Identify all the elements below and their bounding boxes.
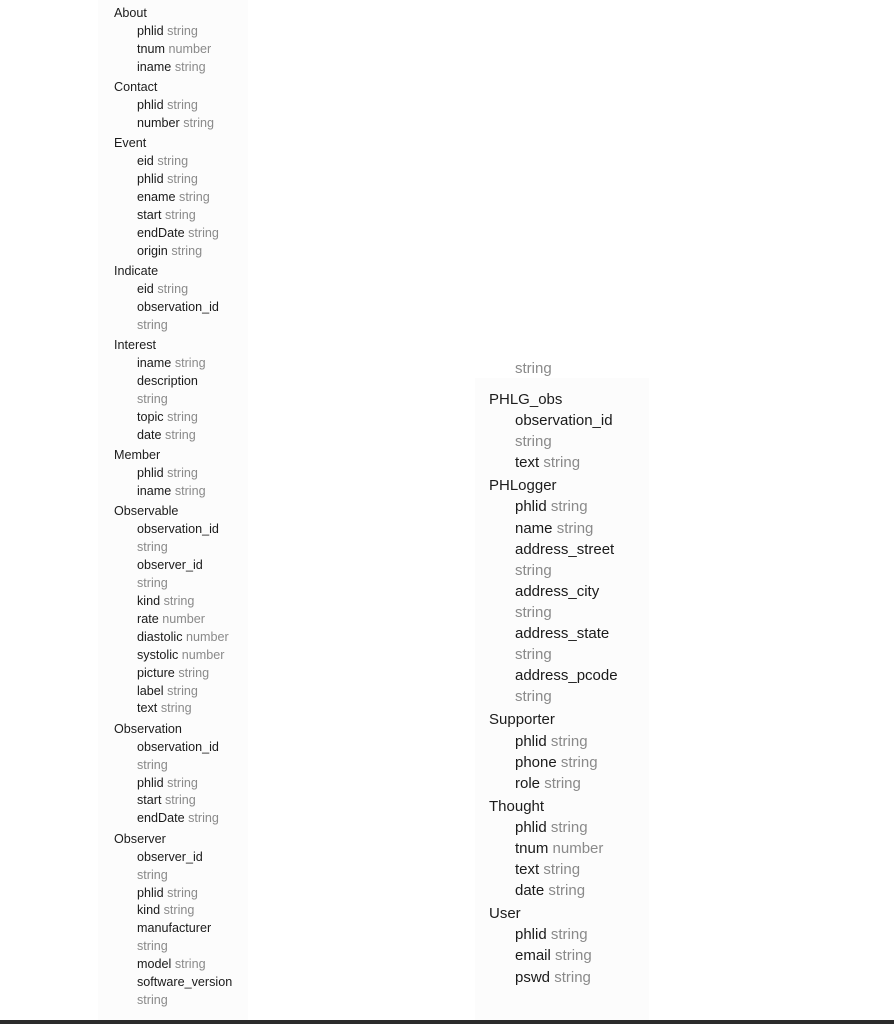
field-item	[515, 752, 618, 773]
field-type: string	[543, 861, 581, 879]
field-name: software_version	[137, 975, 233, 990]
field-type: string	[515, 646, 552, 664]
field-item	[137, 465, 232, 483]
entity-name: Event	[114, 136, 147, 151]
field-type: number	[168, 41, 212, 56]
field-item	[137, 373, 232, 409]
field-item	[137, 775, 232, 793]
field-type: string	[165, 427, 196, 442]
field-item	[515, 623, 618, 665]
field-item	[515, 838, 618, 859]
field-name: start	[137, 207, 162, 222]
field-item	[137, 153, 232, 171]
field-type: string	[157, 154, 189, 169]
field-name: description	[137, 374, 198, 389]
field-name: phlid	[137, 23, 164, 38]
entity-name: Observable	[114, 504, 179, 519]
bottom-border	[0, 1020, 894, 1024]
entity-name: Observation	[114, 721, 182, 736]
entity-name: Indicate	[114, 264, 159, 279]
entity-observer	[114, 831, 232, 1010]
field-list	[114, 153, 232, 260]
field-item	[515, 945, 618, 966]
field-name: text	[515, 861, 540, 879]
field-item	[137, 23, 232, 41]
field-type: string	[165, 207, 196, 222]
field-item	[137, 739, 232, 775]
field-name: eid	[137, 282, 154, 297]
field-item	[137, 355, 232, 373]
entity-name: Interest	[114, 338, 156, 353]
field-item	[137, 557, 232, 593]
field-list	[114, 281, 232, 335]
field-type: string	[515, 433, 552, 451]
left-entity-list	[114, 5, 232, 1012]
field-name: email	[515, 947, 551, 965]
field-item	[137, 902, 232, 920]
field-type: string	[137, 939, 168, 954]
field-name: picture	[137, 665, 175, 680]
field-item	[137, 189, 232, 207]
field-name: observation_id	[137, 739, 219, 754]
field-type: string	[167, 23, 198, 38]
field-item	[515, 665, 618, 707]
field-list	[489, 496, 618, 707]
field-name: endDate	[137, 811, 185, 826]
field-item	[137, 683, 232, 701]
field-name: endDate	[137, 225, 185, 240]
field-item	[515, 731, 618, 752]
field-type: string	[167, 683, 198, 698]
field-type: string	[167, 885, 198, 900]
field-list	[489, 924, 618, 987]
entity-interest	[114, 337, 232, 444]
field-name: phlid	[137, 466, 164, 481]
field-item	[137, 409, 232, 427]
entity-name: PHLG_obs	[489, 391, 563, 408]
field-type: string	[160, 701, 192, 716]
field-name: systolic	[137, 647, 179, 662]
clipped-field-type	[515, 360, 563, 380]
field-type: string	[560, 753, 598, 771]
field-type: string	[137, 540, 168, 555]
field-item	[515, 924, 618, 945]
field-name: iname	[137, 59, 172, 74]
field-item	[137, 97, 232, 115]
field-name: text	[137, 701, 158, 716]
field-name: phlid	[137, 172, 164, 187]
entity-user	[489, 903, 618, 987]
field-item	[137, 593, 232, 611]
entity-about	[114, 5, 232, 77]
entity-contact	[114, 79, 232, 133]
field-item	[515, 773, 618, 794]
field-list	[114, 355, 232, 445]
field-name: label	[137, 683, 164, 698]
field-list	[114, 23, 232, 77]
field-name: kind	[137, 903, 161, 918]
clipped-field-type-text: string	[515, 360, 552, 377]
field-item	[515, 581, 618, 623]
field-list	[114, 739, 232, 829]
field-item	[137, 225, 232, 243]
field-name: eid	[137, 154, 154, 169]
field-type: string	[550, 732, 588, 750]
field-type: string	[137, 317, 168, 332]
field-name: address_street	[515, 540, 615, 558]
field-type: string	[174, 356, 206, 371]
field-item	[137, 243, 232, 261]
field-type: string	[188, 225, 219, 240]
field-name: model	[137, 957, 172, 972]
field-name: address_pcode	[515, 667, 618, 685]
entity-phlogger	[489, 475, 618, 707]
field-type: string	[137, 392, 168, 407]
entity-member	[114, 447, 232, 501]
field-name: phlid	[137, 775, 164, 790]
field-type: string	[515, 688, 552, 706]
field-type: string	[171, 243, 203, 258]
field-type: string	[543, 454, 581, 472]
field-type: string	[548, 882, 586, 900]
field-name: rate	[137, 611, 159, 626]
entity-supporter	[489, 709, 618, 793]
field-item	[137, 299, 232, 335]
field-item	[137, 810, 232, 828]
field-name: phone	[515, 753, 557, 771]
field-name: observer_id	[137, 849, 203, 864]
field-type: string	[179, 190, 210, 205]
field-name: observer_id	[137, 558, 203, 573]
field-type: string	[167, 98, 198, 113]
field-name: topic	[137, 409, 164, 424]
field-name: iname	[137, 484, 172, 499]
field-item	[515, 880, 618, 901]
field-item	[137, 41, 232, 59]
field-type: string	[550, 926, 588, 944]
field-item	[137, 207, 232, 225]
field-type: string	[550, 818, 588, 836]
entity-name: Observer	[114, 831, 166, 846]
entity-event	[114, 135, 232, 260]
field-list	[114, 465, 232, 501]
field-name: manufacturer	[137, 921, 212, 936]
entity-name: Member	[114, 448, 161, 463]
field-item	[137, 115, 232, 133]
field-list	[489, 410, 618, 473]
entity-name: PHLogger	[489, 477, 557, 495]
field-type: string	[188, 811, 219, 826]
field-item	[137, 974, 232, 1010]
field-type: string	[178, 665, 210, 680]
field-list	[489, 817, 618, 901]
field-name: observation_id	[137, 300, 219, 314]
field-item	[137, 521, 232, 557]
field-type: string	[515, 561, 552, 579]
field-type: string	[556, 519, 594, 537]
field-name: address_state	[515, 625, 610, 643]
field-item	[515, 967, 618, 988]
field-name: role	[515, 774, 541, 792]
field-item	[137, 885, 232, 903]
field-type: string	[157, 282, 189, 297]
field-name: diastolic	[137, 629, 183, 644]
field-name: date	[515, 882, 545, 900]
field-name: origin	[137, 243, 168, 258]
field-item	[515, 539, 618, 581]
field-type: string	[174, 957, 206, 972]
right-entity-list	[489, 389, 618, 990]
field-type: string	[167, 409, 198, 424]
field-type: string	[183, 115, 214, 130]
field-name: start	[137, 793, 162, 808]
field-name: number	[137, 115, 180, 130]
field-list	[114, 521, 232, 718]
field-name: pswd	[515, 968, 551, 986]
field-type: number	[181, 647, 225, 662]
field-name: ename	[137, 190, 176, 205]
field-type: string	[544, 774, 581, 792]
field-item	[137, 171, 232, 189]
field-item	[515, 496, 618, 517]
field-item	[515, 452, 618, 473]
field-item	[137, 611, 232, 629]
entity-observable	[114, 503, 232, 718]
field-name: date	[137, 427, 162, 442]
field-name: phlid	[137, 885, 164, 900]
field-type: string	[137, 757, 168, 772]
field-item	[515, 410, 618, 452]
field-item	[515, 859, 618, 880]
field-name: phlid	[137, 98, 164, 113]
field-type: string	[554, 968, 591, 986]
field-type: string	[167, 466, 198, 481]
field-name: observation_id	[515, 412, 613, 430]
field-item	[137, 483, 232, 501]
field-type: string	[163, 594, 195, 608]
field-name: kind	[137, 594, 161, 608]
entity-name: Thought	[489, 797, 545, 815]
field-name: phlid	[515, 926, 547, 944]
field-type: number	[162, 611, 205, 626]
field-item	[137, 700, 232, 718]
field-type: string	[137, 867, 168, 882]
field-name: phlid	[515, 732, 547, 750]
entity-indicate	[114, 263, 232, 335]
field-type: number	[186, 629, 229, 644]
field-item	[137, 629, 232, 647]
field-item	[137, 849, 232, 885]
field-type: string	[174, 59, 206, 74]
field-item	[515, 817, 618, 838]
entity-phlg-obs	[489, 389, 618, 473]
entity-observation	[114, 721, 232, 828]
field-name: tnum	[137, 41, 165, 56]
entity-name: Contact	[114, 80, 158, 95]
field-type: string	[174, 484, 206, 499]
field-name: text	[515, 454, 540, 472]
field-item	[515, 518, 618, 539]
field-item	[137, 647, 232, 665]
field-type: string	[137, 576, 168, 591]
field-type: string	[137, 992, 168, 1007]
field-type: string	[167, 172, 198, 187]
field-name: iname	[137, 356, 172, 371]
field-item	[137, 59, 232, 77]
entity-thought	[489, 796, 618, 901]
field-name: address_city	[515, 582, 600, 600]
field-name: phlid	[515, 818, 547, 836]
field-type: string	[550, 498, 588, 516]
field-list	[114, 849, 232, 1010]
field-type: string	[165, 793, 196, 808]
field-item	[137, 281, 232, 299]
entity-name: User	[489, 905, 521, 923]
entity-name: Supporter	[489, 711, 555, 729]
field-list	[114, 97, 232, 133]
field-type: string	[163, 903, 195, 918]
field-name: tnum	[515, 839, 549, 857]
field-list	[489, 731, 618, 794]
field-type: number	[552, 839, 604, 857]
field-item	[137, 427, 232, 445]
field-item	[137, 956, 232, 974]
field-item	[137, 792, 232, 810]
field-type: string	[167, 775, 198, 790]
field-name: phlid	[515, 498, 547, 516]
entity-name: About	[114, 6, 147, 20]
field-item	[137, 665, 232, 683]
field-type: string	[555, 947, 592, 965]
field-type: string	[515, 603, 552, 621]
field-item	[137, 920, 232, 956]
field-name: name	[515, 519, 553, 537]
field-name: observation_id	[137, 522, 219, 537]
